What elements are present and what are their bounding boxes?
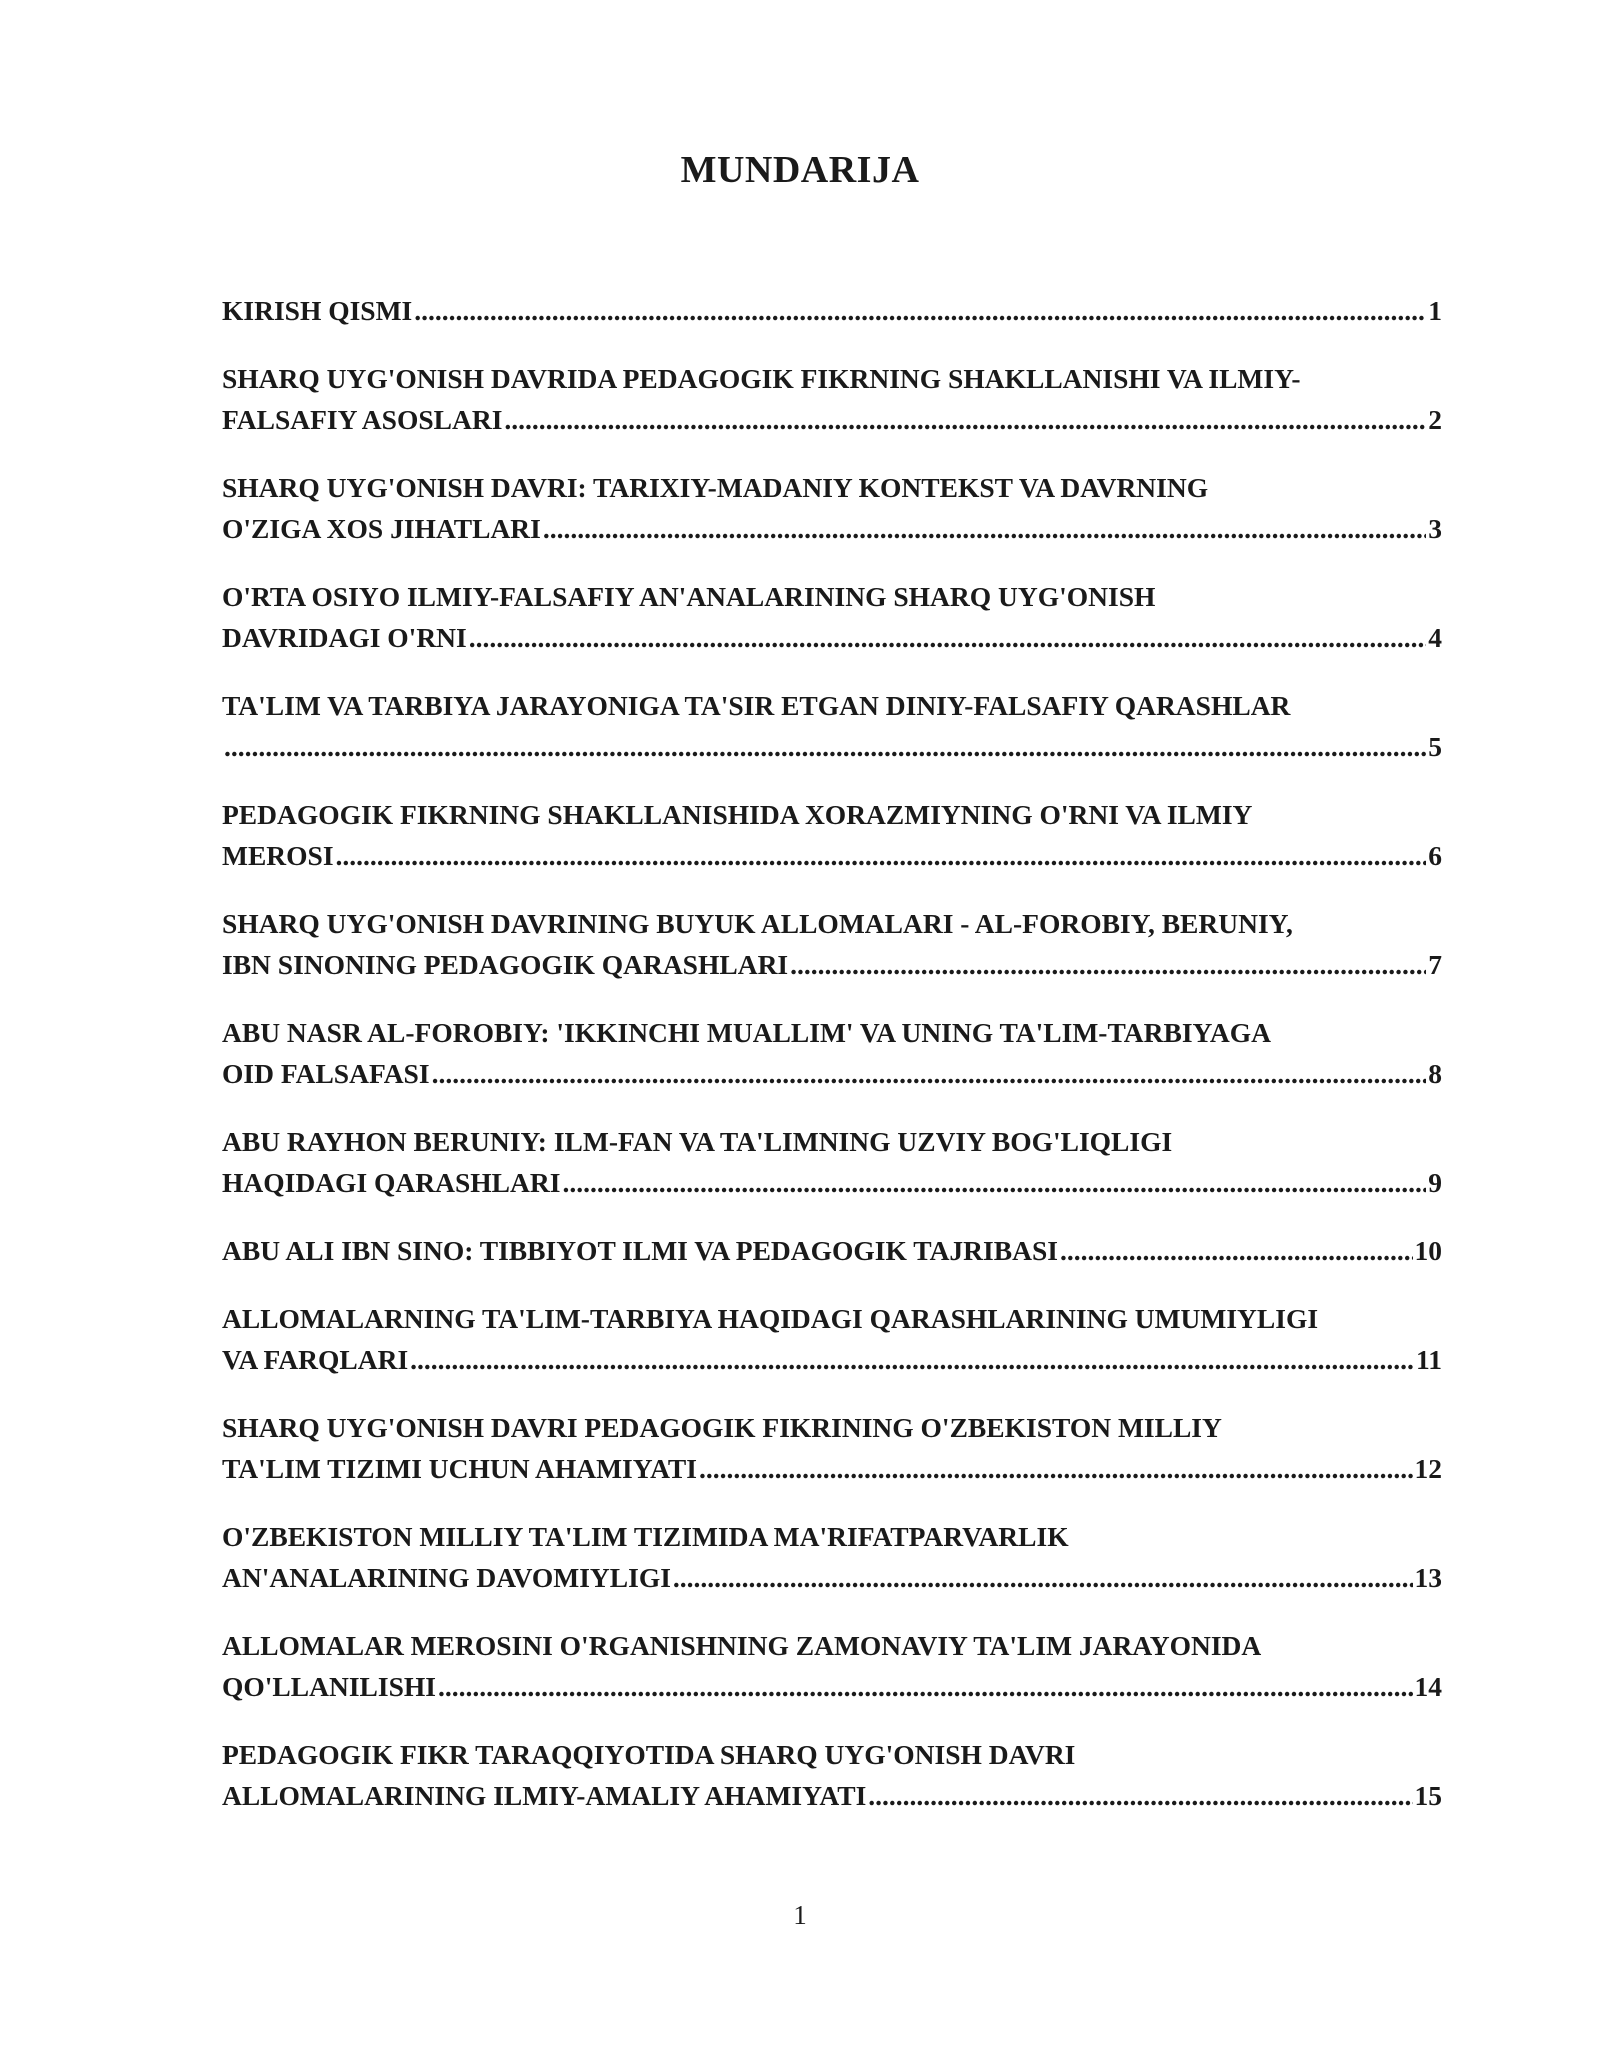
dot-leader [562, 1162, 1426, 1203]
toc-entry-title-line: SHARQ UYG'ONISH DAVRINING BUYUK ALLOMALARI - AL-FOROBIY, BERUNIY, [222, 908, 1293, 939]
toc-entry-title-end: QO'LLANILISHI [222, 1671, 436, 1702]
toc-entry-title-end: ABU ALI IBN SINO: TIBBIYOT ILMI VA PEDAGOGIK TAJRIBASI [222, 1235, 1058, 1266]
toc-entry[interactable] [222, 1407, 1442, 1489]
dot-leader [410, 1339, 1414, 1380]
toc-entry-last-line [222, 290, 1442, 331]
toc-entry-title-end: FALSAFIY ASOSLARI [222, 404, 503, 435]
toc-entry-last-line [222, 1162, 1442, 1203]
toc-entry[interactable] [222, 1012, 1442, 1094]
toc-page-number: 14 [1414, 1671, 1442, 1702]
dot-leader [543, 508, 1426, 549]
toc-page-number: 1 [1428, 295, 1442, 326]
toc-entry-last-line [222, 399, 1442, 440]
toc-page-number: 15 [1414, 1780, 1442, 1811]
toc-page-number: 4 [1428, 622, 1442, 653]
toc-entry-last-line [222, 1448, 1442, 1489]
toc-entry[interactable] [222, 1516, 1442, 1598]
toc-page-number: 9 [1428, 1167, 1442, 1198]
toc-entry[interactable] [222, 358, 1442, 440]
toc-entry-last-line [222, 1339, 1442, 1380]
toc-entry[interactable] [222, 290, 1442, 331]
dot-leader [469, 617, 1427, 658]
toc-entry-last-line [222, 1230, 1442, 1271]
toc-entry-title-line: SHARQ UYG'ONISH DAVRI PEDAGOGIK FIKRINING O'ZBEKISTON MILLIY [222, 1412, 1222, 1443]
toc-entry-title-line: ABU RAYHON BERUNIY: ILM-FAN VA TA'LIMNING UZVIY BOG'LIQLIGI [222, 1126, 1173, 1157]
toc-entry-title-line: O'ZBEKISTON MILLIY TA'LIM TIZIMIDA MA'RIFATPARVARLIK [222, 1521, 1069, 1552]
toc-entry-title-line: SHARQ UYG'ONISH DAVRIDA PEDAGOGIK FIKRNING SHAKLLANISHI VA ILMIY- [222, 363, 1301, 394]
toc-entry[interactable] [222, 1230, 1442, 1271]
dot-leader [414, 290, 1426, 331]
toc-entry-title-line: ALLOMALAR MEROSINI O'RGANISHNING ZAMONAVIY TA'LIM JARAYONIDA [222, 1630, 1262, 1661]
dot-leader [432, 1053, 1427, 1094]
page-title: MUNDARIJA [680, 149, 920, 191]
toc-entry-title-line: ALLOMALARNING TA'LIM-TARBIYA HAQIDAGI QARASHLARINING UMUMIYLIGI [222, 1303, 1319, 1334]
toc-entry-last-line [222, 1775, 1442, 1816]
toc-entry[interactable] [222, 903, 1442, 985]
toc-entry-title-end: OID FALSAFASI [222, 1058, 430, 1089]
toc-entry-title-line: SHARQ UYG'ONISH DAVRI: TARIXIY-MADANIY KONTEKST VA DAVRNING [222, 472, 1209, 503]
toc-entry-title-end: TA'LIM TIZIMI UCHUN AHAMIYATI [222, 1453, 697, 1484]
dot-leader [673, 1557, 1413, 1598]
toc-page-number: 6 [1428, 840, 1442, 871]
toc-page-number: 3 [1428, 513, 1442, 544]
toc-entry-title-line: PEDAGOGIK FIKR TARAQQIYOTIDA SHARQ UYG'ONISH DAVRI [222, 1739, 1076, 1770]
toc-entry-last-line [222, 617, 1442, 658]
dot-leader [504, 399, 1426, 440]
toc-entry-last-line [222, 1557, 1442, 1598]
dot-leader [224, 726, 1426, 767]
page-number: 1 [793, 1900, 807, 1930]
toc-entry-last-line [222, 835, 1442, 876]
toc-entry-title-end: ALLOMALARINING ILMIY-AMALIY AHAMIYATI [222, 1780, 867, 1811]
toc-page-number: 2 [1428, 404, 1442, 435]
toc-entry-title-end: O'ZIGA XOS JIHATLARI [222, 513, 541, 544]
toc-entry-title-line: TA'LIM VA TARBIYA JARAYONIGA TA'SIR ETGAN DINIY-FALSAFIY QARASHLAR [222, 690, 1291, 721]
toc-entry[interactable] [222, 1734, 1442, 1816]
toc-entry-title-end: DAVRIDAGI O'RNI [222, 622, 467, 653]
dot-leader [699, 1448, 1413, 1489]
toc-entry-last-line [222, 726, 1442, 767]
dot-leader [1060, 1230, 1413, 1271]
toc-entry-title-line: ABU NASR AL-FOROBIY: 'IKKINCHI MUALLIM' VA UNING TA'LIM-TARBIYAGA [222, 1017, 1271, 1048]
toc-page-number: 12 [1414, 1453, 1442, 1484]
toc-entry[interactable] [222, 1298, 1442, 1380]
toc-entry-last-line [222, 1053, 1442, 1094]
toc-entry-last-line [222, 944, 1442, 985]
dot-leader [336, 835, 1427, 876]
toc-entry-title-end: KIRISH QISMI [222, 295, 413, 326]
toc-page-number: 8 [1428, 1058, 1442, 1089]
toc-entry-title-end: HAQIDAGI QARASHLARI [222, 1167, 561, 1198]
dot-leader [868, 1775, 1412, 1816]
toc-entry-title-end: AN'ANALARINING DAVOMIYLIGI [222, 1562, 671, 1593]
dot-leader [790, 944, 1426, 985]
toc-entry-title-line: O'RTA OSIYO ILMIY-FALSAFIY AN'ANALARINING SHARQ UYG'ONISH [222, 581, 1156, 612]
toc-entry-last-line [222, 1666, 1442, 1707]
toc-page-number: 10 [1414, 1235, 1442, 1266]
toc-entry[interactable] [222, 576, 1442, 658]
toc-page-number: 5 [1428, 731, 1442, 762]
toc-entry-last-line [222, 508, 1442, 549]
dot-leader [438, 1666, 1413, 1707]
toc-entry[interactable] [222, 685, 1442, 767]
toc-entry[interactable] [222, 467, 1442, 549]
toc-entry-title-end: VA FARQLARI [222, 1344, 409, 1375]
table-of-contents [222, 290, 1462, 1843]
toc-entry-title-end: IBN SINONING PEDAGOGIK QARASHLARI [222, 949, 789, 980]
toc-entry[interactable] [222, 1121, 1442, 1203]
toc-page-number: 11 [1416, 1344, 1442, 1375]
toc-entry[interactable] [222, 1625, 1442, 1707]
toc-entry-title-line: PEDAGOGIK FIKRNING SHAKLLANISHIDA XORAZMIYNING O'RNI VA ILMIY [222, 799, 1253, 830]
toc-entry[interactable] [222, 794, 1442, 876]
toc-page-number: 13 [1414, 1562, 1442, 1593]
toc-page-number: 7 [1428, 949, 1442, 980]
toc-entry-title-end: MEROSI [222, 840, 334, 871]
